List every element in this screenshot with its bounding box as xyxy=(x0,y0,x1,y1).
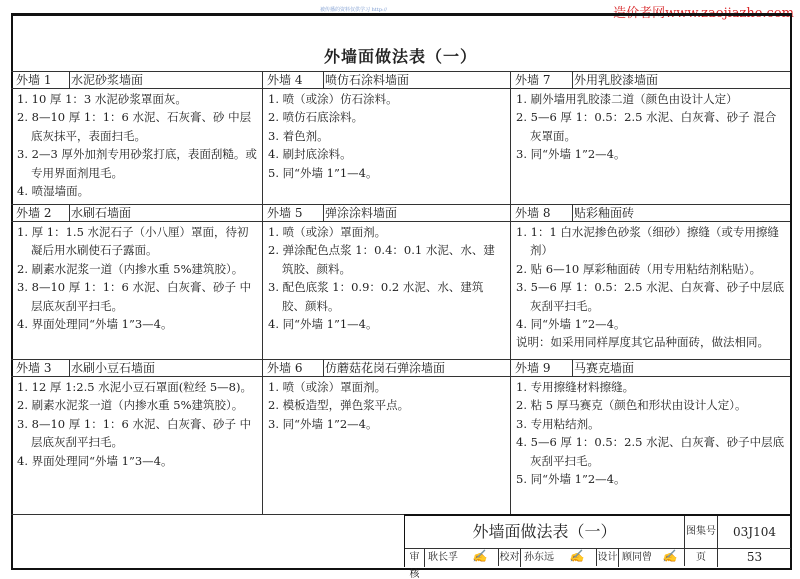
section-steps xyxy=(262,222,510,359)
section-name: 水刷石墙面 xyxy=(71,206,132,220)
step-item: 1. 喷（或涂）仿石涂料。 xyxy=(268,92,398,106)
step-item: 2. 刷素水泥浆一道（内掺水重 5%建筑胶）。 xyxy=(17,261,244,276)
step-item: 2. 8—10 厚 1：1：6 水泥、石灰膏、砂 中层底灰抹平，表面扫毛。 xyxy=(17,110,252,143)
step-item: 3. 2—3 厚外加剂专用砂浆打底，表面刮糙。或专用界面剂甩毛。 xyxy=(17,147,257,180)
step-item: 1. 10 厚 1：3 水泥砂浆罩面灰。 xyxy=(17,92,187,106)
step-item: 5. 同“外墙 1”1—4。 xyxy=(268,165,378,180)
atlas-number: 03J104 xyxy=(718,516,791,549)
section-header xyxy=(262,71,510,89)
section-name: 喷仿石涂料墙面 xyxy=(325,73,410,87)
section-steps xyxy=(262,89,510,204)
step-item: 3. 同“外墙 1”2—4。 xyxy=(516,147,626,162)
section-steps xyxy=(262,377,510,514)
step-item: 4. 同“外墙 1”1—4。 xyxy=(268,317,378,332)
step-item: 3. 专用粘结剂。 xyxy=(516,416,600,431)
step-item: 1. 喷（或涂）罩面剂。 xyxy=(268,225,387,239)
step-item: 3. 配色底浆 1：0.9：0.2 水泥、水、建筑胶、颜料。 xyxy=(268,280,484,313)
step-item: 4. 刷封底涂料。 xyxy=(268,147,352,162)
watermark-small: 被传播的资料仅供学习 http:// xyxy=(320,7,388,13)
design-label: 设计 xyxy=(597,549,619,567)
section-header xyxy=(510,359,790,377)
section-code: 外墙 8 xyxy=(510,205,573,222)
step-item: 2. 5—6 厚 1：0.5：2.5 水泥、白灰膏、砂子 混合灰罩面。 xyxy=(516,110,777,143)
step-item: 2. 粘 5 厚马赛克（颜色和形状由设计人定）。 xyxy=(516,398,747,413)
step-item: 3. 着色剂。 xyxy=(268,128,329,143)
section-name: 外用乳胶漆墙面 xyxy=(574,73,659,87)
section-name: 弹涂涂料墙面 xyxy=(325,206,398,220)
section-steps xyxy=(11,89,262,204)
step-item: 1. 专用擦缝材料擦缝。 xyxy=(516,380,635,394)
section-steps xyxy=(510,222,790,359)
section-header xyxy=(510,204,790,222)
section-steps xyxy=(11,377,262,514)
section-name: 水刷小豆石墙面 xyxy=(71,361,156,375)
page-title: 外墙面做法表（一） xyxy=(323,47,477,66)
step-item: 4. 同“外墙 1”2—4。 xyxy=(516,317,626,332)
section-name: 仿蘑菇花岗石弹涂墙面 xyxy=(325,361,446,375)
step-item: 4. 喷湿墙面。 xyxy=(17,184,90,199)
section-header xyxy=(510,71,790,89)
section-steps xyxy=(510,89,790,204)
section-code: 外墙 9 xyxy=(510,360,573,377)
section-code: 外墙 7 xyxy=(510,72,573,89)
section-header xyxy=(11,204,262,222)
step-item: 1. 刷外墙用乳胶漆二道（颜色由设计人定） xyxy=(516,92,738,106)
section-code: 外墙 2 xyxy=(11,205,70,222)
step-item: 4. 5—6 厚 1：0.5：2.5 水泥、白灰膏、砂子中层底灰刮平扫毛。 xyxy=(516,435,785,468)
step-item: 1. 12 厚 1:2.5 水泥小豆石罩面(粒经 5—8)。 xyxy=(17,380,252,394)
section-header xyxy=(11,359,262,377)
column-divider xyxy=(510,71,511,514)
step-item: 2. 贴 6—10 厚彩釉面砖（用专用粘结剂粘贴）。 xyxy=(516,261,762,276)
check-label: 校对 xyxy=(499,549,521,567)
step-item: 1. 厚 1：1.5 水泥石子（小八厘）罩面，待初凝后用水刷使石子露面。 xyxy=(17,225,249,258)
designer-name: 顾同曾 xyxy=(622,552,652,563)
step-item: 1. 喷（或涂）罩面剂。 xyxy=(268,380,387,394)
step-item: 2. 刷素水泥浆一道（内掺水重 5%建筑胶）。 xyxy=(17,398,244,413)
step-item: 1. 1：1 白水泥掺色砂浆（细砂）擦缝（或专用擦缝剂） xyxy=(516,225,779,258)
step-item: 3. 8—10 厚 1：1：6 水泥、白灰膏、砂子 中层底灰刮平扫毛。 xyxy=(17,280,252,313)
section-name: 贴彩釉面砖 xyxy=(574,206,635,220)
designer-signature: ✍ xyxy=(655,548,685,566)
watermark-brand: 造价者网www.zaojiazhe.com xyxy=(613,6,794,21)
atlas-label: 图集号 xyxy=(685,516,718,549)
step-item: 3. 同“外墙 1”2—4。 xyxy=(268,416,378,431)
step-item: 3. 5—6 厚 1：0.5：2.5 水泥、白灰膏、砂子中层底灰刮平扫毛。 xyxy=(516,280,785,313)
page-label: 页 xyxy=(685,549,718,567)
checker-signature: ✍ xyxy=(557,548,597,566)
step-item: 5. 同“外墙 1”2—4。 xyxy=(516,472,626,487)
section-steps xyxy=(11,222,262,359)
section-code: 外墙 3 xyxy=(11,360,70,377)
step-item: 2. 模板造型，弹色浆平点。 xyxy=(268,398,410,413)
section-code: 外墙 6 xyxy=(262,360,324,377)
section-header xyxy=(262,204,510,222)
title-block-title: 外墙面做法表（一） xyxy=(405,516,685,549)
section-header xyxy=(11,71,262,89)
step-item: 3. 8—10 厚 1：1：6 水泥、白灰膏、砂子 中层底灰刮平扫毛。 xyxy=(17,416,252,450)
step-item: 说明：如采用同样厚度其它品种面砖，做法相同。 xyxy=(516,335,769,350)
step-item: 4. 界面处理同“外墙 1”3—4。 xyxy=(17,453,173,468)
step-item: 2. 喷仿石底涂料。 xyxy=(268,110,364,125)
section-header xyxy=(262,359,510,377)
review-label: 审核 xyxy=(405,549,425,567)
section-code: 外墙 5 xyxy=(262,205,324,222)
step-item: 2. 弹涂配色点浆 1：0.4：0.1 水泥、水、建筑胶、颜料。 xyxy=(268,243,495,276)
page-number: 53 xyxy=(746,550,763,564)
column-divider xyxy=(262,71,263,514)
section-steps xyxy=(510,377,790,514)
title-block xyxy=(404,514,790,579)
checker-name: 孙东远 xyxy=(524,552,554,563)
section-name: 水泥砂浆墙面 xyxy=(71,73,144,87)
reviewer-name: 耿长孚 xyxy=(428,552,458,563)
step-item: 4. 界面处理同“外墙 1”3—4。 xyxy=(17,317,173,332)
section-code: 外墙 1 xyxy=(11,72,70,89)
reviewer-signature: ✍ xyxy=(461,548,499,566)
section-code: 外墙 4 xyxy=(262,72,324,89)
section-name: 马赛克墙面 xyxy=(574,361,635,375)
